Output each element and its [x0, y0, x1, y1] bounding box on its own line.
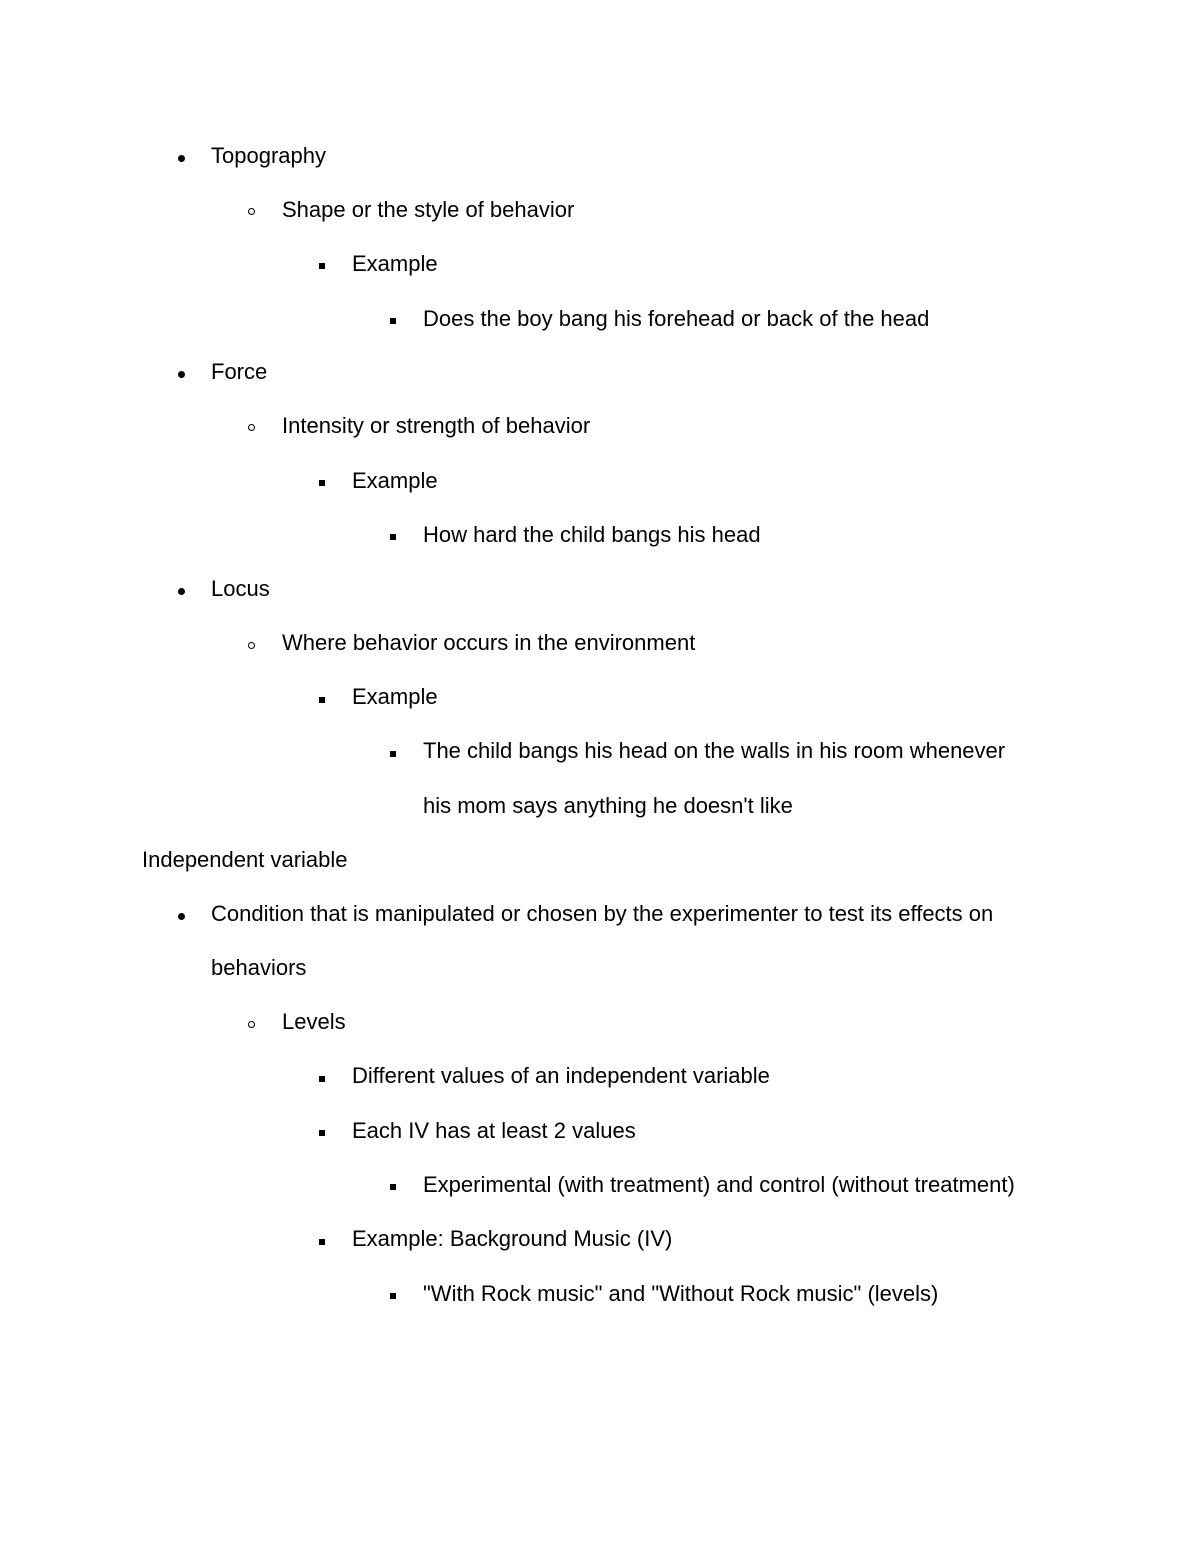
list-item-level-4: How hard the child bangs his head [423, 522, 761, 547]
list-item-level-1: Locus [211, 576, 270, 601]
list-item-level-3: Different values of an independent variable [352, 1063, 770, 1088]
list-item-level-2: Where behavior occurs in the environment [282, 630, 696, 655]
bullet-square-icon [390, 1293, 396, 1299]
list-item-level-2: Levels [282, 1009, 346, 1034]
bullet-square-icon [319, 1130, 325, 1136]
list-item-level-1: Force [211, 359, 268, 384]
list-item-level-1: Condition that is manipulated or chosen by the experimenter to test its effects on [211, 901, 994, 926]
list-item-level-3: Each IV has at least 2 values [352, 1118, 636, 1143]
list-item-level-4: The child bangs his head on the walls in his room whenever [423, 738, 1006, 763]
bullet-square-icon [390, 534, 396, 540]
list-item-level-4: Does the boy bang his forehead or back of the head [423, 306, 930, 331]
bullet-circle-icon [248, 1021, 255, 1028]
bullet-square-icon [319, 1239, 325, 1245]
bullet-square-icon [390, 318, 396, 324]
list-item-level-3: Example [352, 684, 438, 709]
bullet-square-icon [319, 1076, 325, 1082]
bullet-disc-icon [178, 588, 185, 595]
bullet-circle-icon [248, 208, 255, 215]
bullet-square-icon [390, 751, 396, 757]
list-item-continuation: behaviors [211, 955, 307, 980]
list-item-level-3: Example: Background Music (IV) [352, 1226, 673, 1251]
bullet-disc-icon [178, 371, 185, 378]
list-item-level-4: Experimental (with treatment) and control (without treatment) [423, 1172, 1015, 1197]
bullet-disc-icon [178, 155, 185, 162]
bullet-square-icon [319, 480, 325, 486]
list-item-level-2: Shape or the style of behavior [282, 197, 575, 222]
list-item-level-3: Example [352, 468, 438, 493]
list-item-continuation: his mom says anything he doesn't like [423, 793, 793, 818]
list-item-level-1: Topography [211, 143, 326, 168]
list-item-level-3: Example [352, 251, 438, 276]
bullet-disc-icon [178, 913, 185, 920]
bullet-circle-icon [248, 642, 255, 649]
bullet-square-icon [319, 697, 325, 703]
bullet-square-icon [319, 263, 325, 269]
bullet-circle-icon [248, 424, 255, 431]
list-item-level-2: Intensity or strength of behavior [282, 413, 591, 438]
section-heading: Independent variable [142, 847, 348, 872]
bullet-square-icon [390, 1184, 396, 1190]
list-item-level-4: "With Rock music" and "Without Rock music" (levels) [423, 1281, 939, 1306]
